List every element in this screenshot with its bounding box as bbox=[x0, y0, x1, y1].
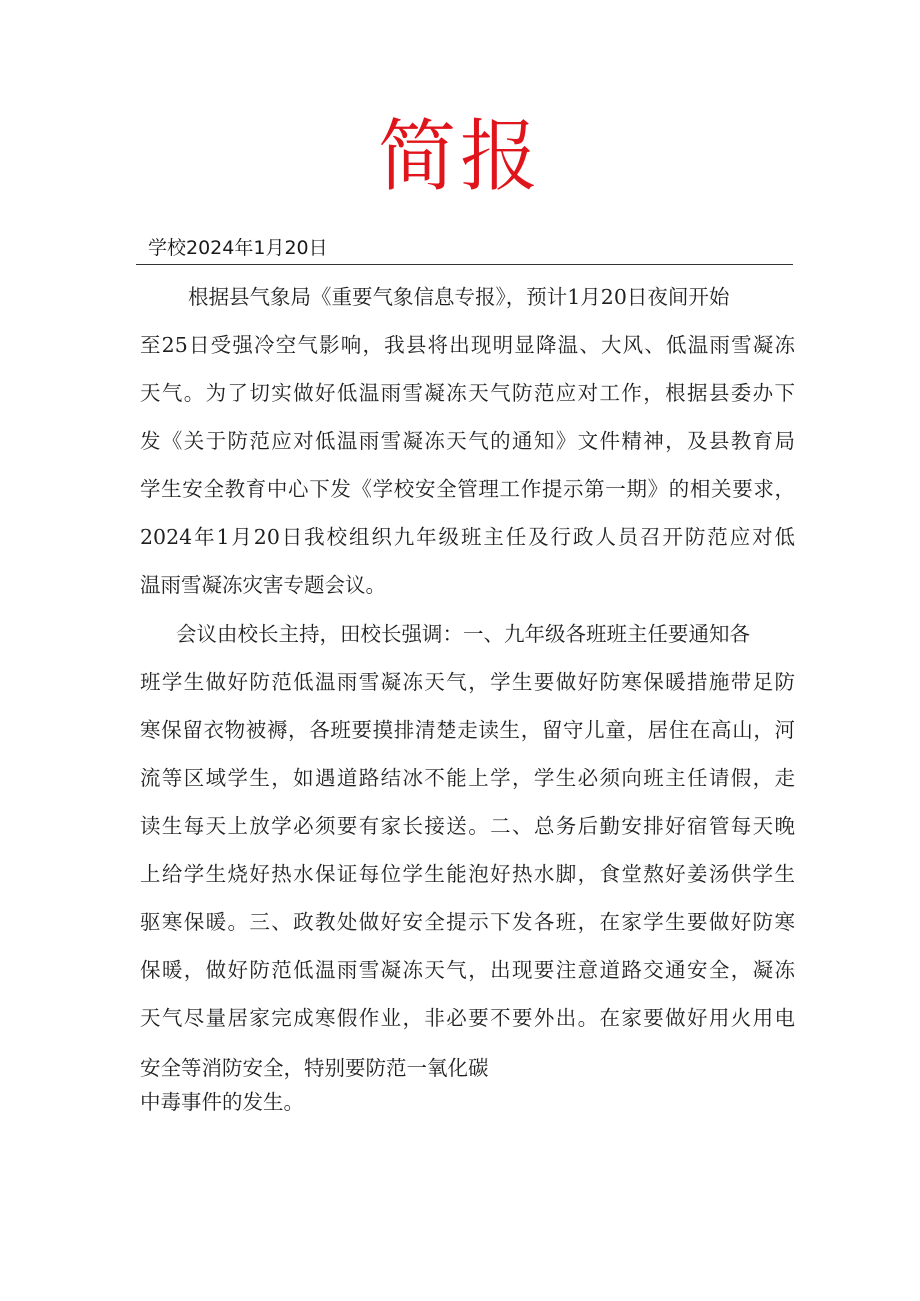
paragraph-line: 温雨雪凝冻灾害专题会议。 bbox=[140, 573, 386, 597]
paragraph-tail-line: 安全等消防安全，特别要防范一氧化碳 bbox=[140, 1056, 489, 1080]
document-date-line: 学校2024年1月20日 bbox=[148, 237, 328, 259]
document-title: 简报 bbox=[377, 112, 542, 202]
paragraph-line: 学生安全教育中心下发《学校安全管理工作提示第一期》的相关要求， bbox=[140, 477, 795, 501]
paragraph-2 bbox=[140, 610, 795, 1042]
paragraph-line: 天气尽量居家完成寒假作业，非必要不要外出。在家要做好用火用电 bbox=[140, 1006, 795, 1030]
paragraph-tail-line: 中毒事件的发生。 bbox=[140, 1090, 304, 1114]
paragraph-line: 天气。为了切实做好低温雨雪凝冻天气防范应对工作，根据县委办下 bbox=[140, 381, 795, 405]
paragraph-line: 驱寒保暖。三、政教处做好安全提示下发各班，在家学生要做好防寒 bbox=[140, 910, 795, 934]
header-divider bbox=[136, 264, 793, 265]
paragraph-line: 会议由校长主持，田校长强调：一、九年级各班班主任要通知各 bbox=[176, 622, 750, 646]
paragraph-line: 至25日受强冷空气影响，我县将出现明显降温、大风、低温雨雪凝冻 bbox=[140, 333, 795, 357]
paragraph-line: 寒保留衣物被褥，各班要摸排清楚走读生，留守儿童，居住在高山，河 bbox=[140, 718, 795, 742]
paragraph-line: 上给学生烧好热水保证每位学生能泡好热水脚，食堂熬好姜汤供学生 bbox=[140, 862, 795, 886]
paragraph-line: 流等区域学生，如遇道路结冰不能上学，学生必须向班主任请假，走 bbox=[140, 766, 795, 790]
paragraph-line: 保暖，做好防范低温雨雪凝冻天气，出现要注意道路交通安全，凝冻 bbox=[140, 958, 795, 982]
paragraph-1 bbox=[140, 273, 795, 609]
paragraph-line: 读生每天上放学必须要有家长接送。二、总务后勤安排好宿管每天晚 bbox=[140, 814, 795, 838]
paragraph-line: 2024年1月20日我校组织九年级班主任及行政人员召开防范应对低 bbox=[140, 525, 795, 549]
paragraph-line: 班学生做好防范低温雨雪凝冻天气，学生要做好防寒保暖措施带足防 bbox=[140, 670, 795, 694]
paragraph-line: 发《关于防范应对低温雨雪凝冻天气的通知》文件精神，及县教育局 bbox=[140, 429, 795, 453]
paragraph-line: 根据县气象局《重要气象信息专报》，预计1月20日夜间开始 bbox=[188, 285, 730, 309]
